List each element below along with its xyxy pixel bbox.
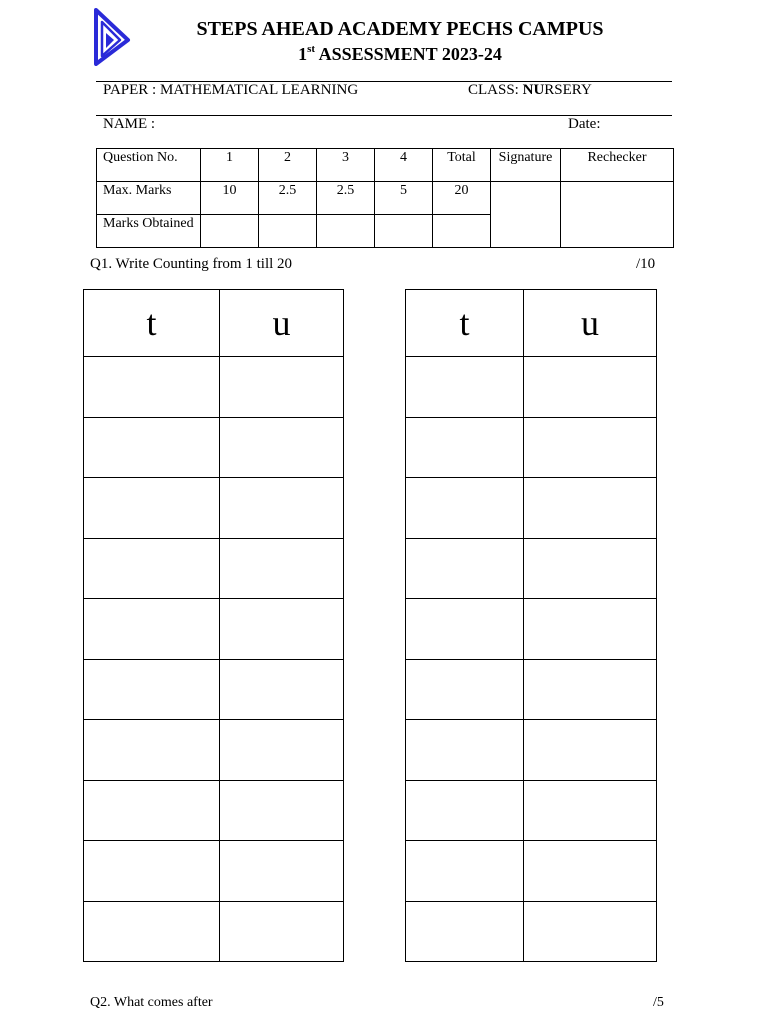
- grid-answer-row: [406, 841, 657, 902]
- units-header: u: [524, 290, 657, 357]
- grid-answer-row: [406, 720, 657, 781]
- units-answer-cell[interactable]: [220, 478, 344, 539]
- tens-answer-cell[interactable]: [84, 478, 220, 539]
- marks-table: [96, 148, 674, 248]
- tens-answer-cell[interactable]: [406, 478, 524, 539]
- grid-answer-row: [84, 599, 344, 660]
- table-row: [97, 182, 674, 215]
- grid-header-row: [406, 290, 657, 357]
- units-answer-cell[interactable]: [220, 538, 344, 599]
- tens-answer-cell[interactable]: [84, 901, 220, 962]
- paper-label: PAPER : MATHEMATICAL LEARNING: [103, 82, 359, 98]
- grid-answer-row: [406, 780, 657, 841]
- grid-answer-row: [406, 901, 657, 962]
- grid-answer-row: [84, 478, 344, 539]
- grid-answer-row: [406, 538, 657, 599]
- question-number: 1: [201, 149, 259, 182]
- tens-answer-cell[interactable]: [84, 720, 220, 781]
- tens-answer-cell[interactable]: [406, 720, 524, 781]
- date-label: Date:: [568, 116, 601, 132]
- tens-answer-cell[interactable]: [84, 599, 220, 660]
- grid-answer-row: [84, 659, 344, 720]
- max-mark-cell: 10: [201, 182, 259, 215]
- units-answer-cell[interactable]: [220, 720, 344, 781]
- units-answer-cell[interactable]: [524, 417, 657, 478]
- units-answer-cell[interactable]: [220, 659, 344, 720]
- units-answer-cell[interactable]: [524, 720, 657, 781]
- grid-answer-row: [406, 417, 657, 478]
- units-answer-cell[interactable]: [524, 780, 657, 841]
- units-answer-cell[interactable]: [220, 901, 344, 962]
- max-total-cell: 20: [433, 182, 491, 215]
- units-answer-cell[interactable]: [220, 357, 344, 418]
- grid-answer-row: [84, 720, 344, 781]
- obtained-cell[interactable]: [201, 215, 259, 248]
- tens-answer-cell[interactable]: [84, 357, 220, 418]
- max-marks-label: Max. Marks: [97, 182, 201, 215]
- grid-answer-row: [84, 780, 344, 841]
- units-answer-cell[interactable]: [220, 780, 344, 841]
- units-answer-cell[interactable]: [524, 659, 657, 720]
- q1-text: Q1. Write Counting from 1 till 20: [90, 256, 293, 272]
- tens-answer-cell[interactable]: [406, 599, 524, 660]
- question-number: 2: [259, 149, 317, 182]
- q2-text: Q2. What comes after: [90, 995, 213, 1010]
- counting-grid-right: [405, 289, 657, 962]
- grid-answer-row: [406, 659, 657, 720]
- units-answer-cell[interactable]: [524, 478, 657, 539]
- units-answer-cell[interactable]: [220, 599, 344, 660]
- units-answer-cell[interactable]: [524, 841, 657, 902]
- question-no-header: Question No.: [97, 149, 201, 182]
- obtained-total-cell[interactable]: [433, 215, 491, 248]
- tens-answer-cell[interactable]: [84, 659, 220, 720]
- tens-answer-cell[interactable]: [406, 659, 524, 720]
- units-answer-cell[interactable]: [524, 599, 657, 660]
- table-row: [97, 149, 674, 182]
- name-label: NAME :: [103, 116, 156, 132]
- grid-answer-row: [406, 357, 657, 418]
- rechecker-header: Rechecker: [561, 149, 674, 182]
- counting-grid-left: [83, 289, 344, 962]
- tens-answer-cell[interactable]: [84, 538, 220, 599]
- units-answer-cell[interactable]: [524, 901, 657, 962]
- max-mark-cell: 2.5: [317, 182, 375, 215]
- tens-answer-cell[interactable]: [406, 901, 524, 962]
- max-mark-cell: 2.5: [259, 182, 317, 215]
- grid-answer-row: [84, 901, 344, 962]
- school-name: STEPS AHEAD ACADEMY PECHS CAMPUS: [196, 18, 604, 40]
- q1-marks: /10: [636, 256, 656, 272]
- total-header: Total: [433, 149, 491, 182]
- units-answer-cell[interactable]: [524, 538, 657, 599]
- marks-obtained-label: Marks Obtained: [97, 215, 201, 248]
- rechecker-cell[interactable]: [561, 182, 674, 248]
- tens-answer-cell[interactable]: [84, 417, 220, 478]
- tens-answer-cell[interactable]: [84, 841, 220, 902]
- signature-cell[interactable]: [491, 182, 561, 248]
- grid-answer-row: [406, 478, 657, 539]
- tens-header: t: [406, 290, 524, 357]
- question-number: 3: [317, 149, 375, 182]
- assessment-title: 1st ASSESSMENT 2023-24: [298, 43, 502, 64]
- signature-header: Signature: [491, 149, 561, 182]
- tens-answer-cell[interactable]: [406, 780, 524, 841]
- max-mark-cell: 5: [375, 182, 433, 215]
- grid-answer-row: [84, 357, 344, 418]
- obtained-cell[interactable]: [259, 215, 317, 248]
- tens-answer-cell[interactable]: [406, 841, 524, 902]
- units-answer-cell[interactable]: [220, 417, 344, 478]
- q2-marks: /5: [653, 995, 664, 1010]
- question-number: 4: [375, 149, 433, 182]
- grid-answer-row: [84, 417, 344, 478]
- grid-answer-row: [84, 538, 344, 599]
- units-answer-cell[interactable]: [524, 357, 657, 418]
- tens-answer-cell[interactable]: [406, 417, 524, 478]
- class-label: CLASS: NURSERY: [468, 82, 592, 98]
- tens-answer-cell[interactable]: [406, 538, 524, 599]
- grid-answer-row: [406, 599, 657, 660]
- obtained-cell[interactable]: [375, 215, 433, 248]
- tens-answer-cell[interactable]: [84, 780, 220, 841]
- tens-header: t: [84, 290, 220, 357]
- units-answer-cell[interactable]: [220, 841, 344, 902]
- obtained-cell[interactable]: [317, 215, 375, 248]
- units-header: u: [220, 290, 344, 357]
- tens-answer-cell[interactable]: [406, 357, 524, 418]
- grid-header-row: [84, 290, 344, 357]
- grid-answer-row: [84, 841, 344, 902]
